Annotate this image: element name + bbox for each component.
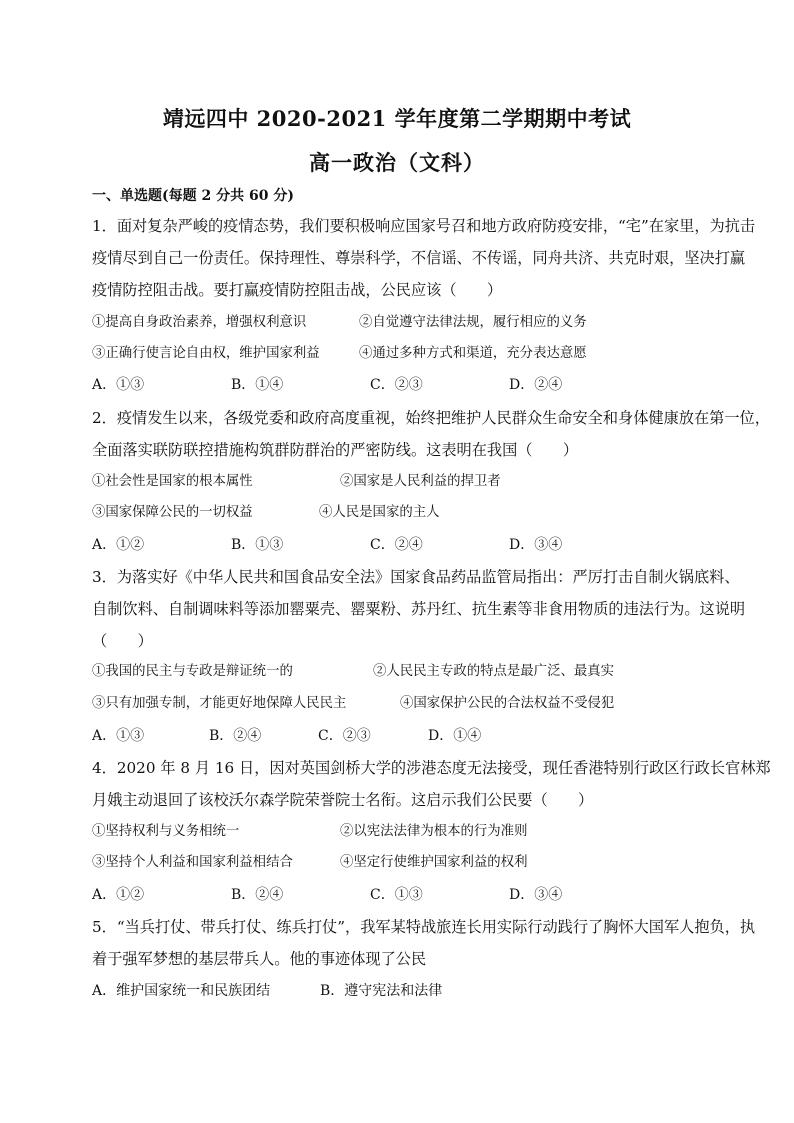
question-3-answer-b[interactable]: B．②④ [209, 728, 262, 744]
question-2-answer-a[interactable]: A．①② [92, 537, 145, 553]
question-1-answer-a[interactable]: A．①③ [92, 377, 145, 393]
question-4-line-2: 月娥主动退回了该校沃尔森学院荣誉院士名衔。这启示我们公民要（ ） [92, 791, 594, 809]
question-2-answer-c[interactable]: C．②④ [370, 537, 423, 553]
question-1-statement-1: ①提高自身政治素养，增强权利意识 [92, 315, 307, 330]
question-5-answer-b[interactable]: B．遵守宪法和法律 [320, 983, 443, 999]
question-4-statement-4: ④坚定行使维护国家利益的权利 [340, 855, 528, 870]
question-1-answer-c[interactable]: C．②③ [370, 377, 423, 393]
question-3-statement-2: ②人民民主专政的特点是最广泛、最真实 [373, 664, 615, 679]
question-4-answer-a[interactable]: A．①② [92, 887, 145, 903]
question-3-answer-c[interactable]: C．②③ [318, 728, 371, 744]
question-2-answer-b[interactable]: B．①③ [231, 537, 284, 553]
section-heading: 一、单选题(每题 2 分共 60 分) [92, 188, 294, 204]
question-2-statement-2: ②国家是人民利益的捍卫者 [340, 474, 501, 489]
question-1-statement-2: ②自觉遵守法律法规，履行相应的义务 [359, 315, 587, 330]
question-3-line-1: 3．为落实好《中华人民共和国食品安全法》国家食品药品监管局指出：严厉打击自制火锅底料、 [92, 568, 740, 586]
question-3-line-3: （ ） [92, 632, 153, 650]
question-3-answer-d[interactable]: D．①④ [428, 728, 482, 744]
question-4-answer-b[interactable]: B．②④ [231, 887, 284, 903]
question-2-statement-1: ①社会性是国家的根本属性 [92, 474, 253, 489]
question-1-answer-d[interactable]: D．②④ [509, 377, 563, 393]
question-4-line-1: 4．2020 年 8 月 16 日，因对英国剑桥大学的涉港态度无法接受，现任香港特别行政区行政长官林郑 [92, 759, 771, 777]
exam-subtitle: 高一政治（文科） [309, 150, 485, 175]
question-2-answer-d[interactable]: D．③④ [509, 537, 563, 553]
question-2-line-1: 2．疫情发生以来，各级党委和政府高度重视，始终把维护人民群众生命安全和身体健康放在第一位， [92, 409, 770, 427]
question-1-line-3: 疫情防控阻击战。要打赢疫情防控阻击战，公民应该（ ） [92, 281, 503, 299]
question-3-line-2: 自制饮料、自制调味料等添加罂粟壳、罂粟粉、苏丹红、抗生素等非食用物质的违法行为。这说明 [92, 600, 746, 618]
question-1-line-1: 1．面对复杂严峻的疫情态势，我们要积极响应国家号召和地方政府防疫安排，“宅”在家里，为抗击 [92, 217, 756, 235]
question-4-statement-3: ③坚持个人利益和国家利益相结合 [92, 855, 293, 870]
question-4-statement-2: ②以宪法法律为根本的行为准则 [340, 824, 528, 839]
exam-title: 靖远四中 2020-2021 学年度第二学期期中考试 [162, 106, 632, 131]
question-4-statement-1: ①坚持权利与义务相统一 [92, 824, 240, 839]
question-3-statement-3: ③只有加强专制，才能更好地保障人民民主 [92, 696, 347, 711]
question-2-statement-3: ③国家保障公民的一切权益 [92, 505, 253, 520]
question-1-statement-4: ④通过多种方式和渠道，充分表达意愿 [359, 346, 587, 361]
question-5-line-2: 着于强军梦想的基层带兵人。他的事迹体现了公民 [92, 950, 427, 968]
question-3-statement-1: ①我国的民主与专政是辩证统一的 [92, 664, 293, 679]
question-5-line-1: 5．“当兵打仗、带兵打仗、练兵打仗”，我军某特战旅连长用实际行动践行了胸怀大国军人抱负，执 [92, 918, 756, 936]
question-4-answer-c[interactable]: C．①③ [370, 887, 423, 903]
question-2-line-2: 全面落实联防联控措施构筑群防群治的严密防线。这表明在我国（ ） [92, 441, 578, 459]
question-4-answer-d[interactable]: D．③④ [509, 887, 563, 903]
question-2-statement-4: ④人民是国家的主人 [319, 505, 440, 520]
question-1-statement-3: ③正确行使言论自由权，维护国家利益 [92, 346, 320, 361]
question-3-answer-a[interactable]: A．①③ [92, 728, 145, 744]
question-1-answer-b[interactable]: B．①④ [231, 377, 284, 393]
question-5-answer-a[interactable]: A．维护国家统一和民族团结 [92, 983, 271, 999]
question-3-statement-4: ④国家保护公民的合法权益不受侵犯 [400, 696, 615, 711]
question-1-line-2: 疫情尽到自己一份责任。保持理性、尊崇科学，不信谣、不传谣，同舟共济、共克时艰，坚决打赢 [92, 249, 746, 267]
